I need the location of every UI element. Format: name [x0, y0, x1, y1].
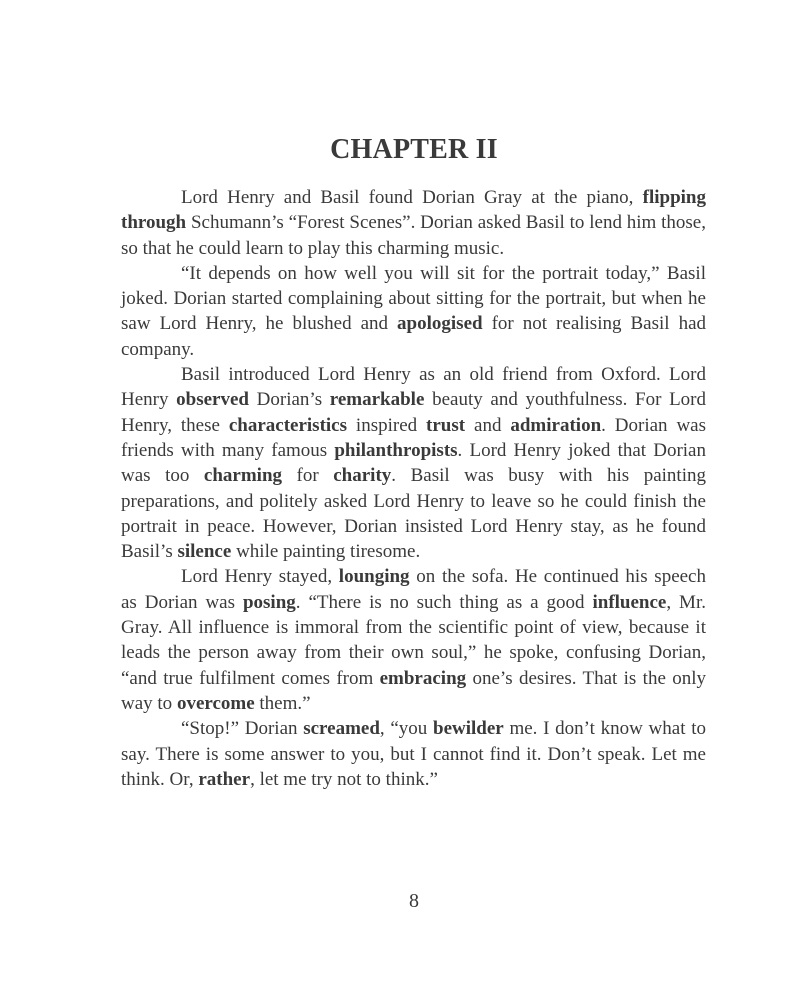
- vocabulary-word: charity: [333, 465, 392, 487]
- vocabulary-word: screamed: [303, 718, 380, 740]
- paragraph: [121, 564, 706, 716]
- vocabulary-word: observed: [176, 389, 249, 411]
- text-run: , let me try not to think.”: [250, 768, 438, 790]
- text-run: . Lord Henry joked that Dorian was too: [121, 439, 706, 487]
- vocabulary-word: overcome: [176, 692, 255, 714]
- vocabulary-word: rather: [198, 768, 251, 790]
- vocabulary-word: remarkable: [329, 389, 425, 411]
- vocabulary-word: apologised: [397, 313, 483, 335]
- text-run: them.”: [254, 692, 311, 714]
- text-run: for: [282, 465, 334, 487]
- text-run: one’s desires. That is the only way to: [121, 667, 706, 714]
- text-run: me. I don’t know what to say. There is some answer to you, but I cannot find it. Don’t speak. Let me think. Or,: [121, 718, 706, 790]
- vocabulary-word: philanthropists: [334, 439, 458, 461]
- text-run: . Basil was busy with his painting preparations, and politely asked Lord Henry to leave so he could finish the portrait in peace. However, Dorian insisted Lord Henry stay, as he found Basil’s: [121, 465, 706, 563]
- paragraph: [121, 261, 706, 362]
- text-run: beauty and youthfulness. For Lord Henry, these: [121, 389, 707, 436]
- vocabulary-word: trust: [426, 414, 466, 436]
- vocabulary-word: silence: [177, 541, 232, 563]
- text-run: Lord Henry stayed,: [181, 566, 339, 588]
- vocabulary-word: bewilder: [433, 718, 504, 740]
- vocabulary-word: embracing: [379, 667, 467, 689]
- vocabulary-word: characteristics: [228, 414, 348, 436]
- vocabulary-word: influence: [592, 591, 667, 613]
- text-run: Lord Henry and Basil found Dorian Gray at the piano,: [181, 187, 643, 208]
- vocabulary-word: lounging: [338, 566, 410, 588]
- text-run: on the sofa. He continued his speech as Dorian was: [121, 566, 706, 613]
- vocabulary-word: flipping through: [121, 187, 706, 234]
- page-number: 8: [409, 890, 419, 912]
- paragraph: [121, 716, 706, 792]
- text-run: inspired: [347, 414, 427, 436]
- text-run: Schumann’s “Forest Scenes”. Dorian asked Basil to lend him those, so that he could learn to play this charming music.: [121, 212, 706, 259]
- text-run: . Dorian was friends with many famous: [121, 414, 707, 461]
- text-run: while painting tiresome.: [231, 541, 421, 563]
- vocabulary-word: admiration: [510, 414, 602, 436]
- text-run: “It depends on how well you will sit for the portrait today,” Basil joked. Dorian started complaining about sitting for the portrait, but when he saw Lord Henry, he blushed and: [121, 262, 706, 335]
- text-run: “Stop!” Dorian: [181, 718, 304, 740]
- paragraph: [121, 362, 706, 564]
- text-run: Basil introduced Lord Henry as an old friend from Oxford. Lord Henry: [121, 364, 706, 411]
- text-run: , “you: [379, 718, 434, 740]
- vocabulary-word: charming: [203, 465, 283, 487]
- vocabulary-word: posing: [242, 591, 296, 613]
- text-run: , Mr. Gray. All influence is immoral from the scientific point of view, because it leads the person away from their own soul,” he spoke, confusing Dorian, “and true fulfilment comes from: [121, 591, 706, 689]
- text-run: for not realising Basil had company.: [121, 313, 706, 360]
- paragraph: [121, 185, 706, 261]
- chapter-body: [121, 185, 706, 792]
- text-run: . “There is no such thing as a good: [295, 591, 593, 613]
- text-run: and: [465, 414, 511, 436]
- chapter-title: CHAPTER II: [330, 134, 498, 165]
- text-run: Dorian’s: [248, 389, 330, 411]
